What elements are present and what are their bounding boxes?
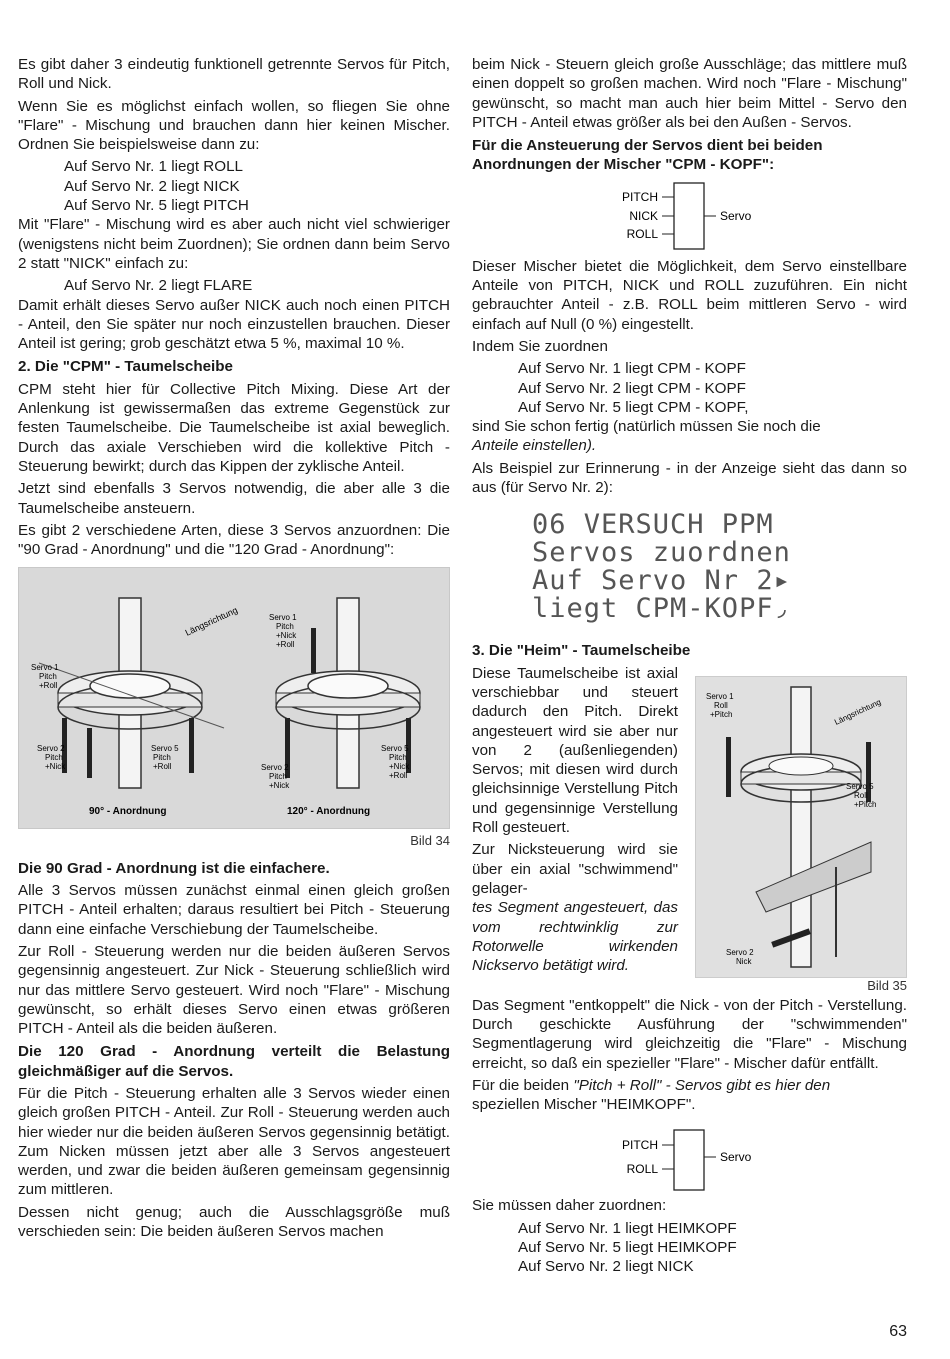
paragraph: Alle 3 Servos müssen zunächst einmal einen gleich großen PITCH - Anteil erhalten; daraus resultiert bei Pitch - Steuerung dann eine einfache Verschiebung der Taumelscheibe. [18,882,450,938]
assignment-line: Auf Servo Nr. 5 liegt HEIMKOPF [518,1239,737,1257]
lcd-line: Auf Servo Nr 2▸ [532,565,791,597]
assignment-line: Auf Servo Nr. 2 liegt NICK [64,177,240,195]
assignment-line: Auf Servo Nr. 2 liegt NICK [518,1258,694,1276]
mixer-input-label: ROLL [626,1162,658,1177]
paragraph [472,1076,907,1095]
fig-label: Nick [736,956,752,966]
paragraph: tes Segment angesteuert, das vom rechtwinklig zur Rotorwelle wirkenden Nickservo betätigt wird. [472,899,678,975]
fig-label: +Nick [45,762,66,772]
assignment-list [472,1219,907,1277]
paragraph: Wenn Sie es möglichst einfach wollen, so fliegen Sie ohne "Flare" - Mischung und brauchen dann hier keinen Mischer. Ordnen Sie beispielsweise dann zu: [18,97,450,154]
section-heading: 2. Die "CPM" - Taumelscheibe [18,358,233,376]
paragraph: sind Sie schon fertig (natürlich müssen Sie noch die [472,418,821,436]
figure-swashplate-arrangements [18,567,450,829]
assignment-line: Auf Servo Nr. 2 liegt CPM - KOPF [518,379,746,397]
paragraph: Damit erhält dieses Servo außer NICK auch noch einen PITCH - Anteil, den Sie später nur noch einzustellen brauchen. Dieser Anteil ist gering; grob geschätzt etwa 5 %, maximal 10 %. [18,296,450,353]
mixer-diagram-heim [472,1128,907,1192]
fig-label: Pitch [389,753,407,763]
laengsrichtung-label: Längsrichtung [833,697,883,727]
mixer-input-label: NICK [629,208,658,223]
assignment-line: Auf Servo Nr. 1 liegt CPM - KOPF [518,360,746,378]
fig-label: +Nick [276,631,297,641]
paragraph: Es gibt daher 3 eindeutig funktionell getrennte Servos für Pitch, Roll und Nick. [18,56,450,93]
lcd-line: liegt CPM-KOPF◞ [532,593,791,625]
mixer-output-label: Servo [720,1150,752,1165]
fig-sublabel: 90° - Anordnung [89,806,167,818]
text-span: "Pitch + Roll" - Servos gibt es hier den [573,1076,831,1094]
fig-label: Servo 2 [261,763,289,773]
paragraph: Diese Taumelscheibe ist axial verschiebbar und steuert dadurch den Pitch. Direkt angesteuert wird sie aber nur von 2 (außenliegenden) Servos; mit diesen wird durch gleichsinnige Verstellung Pitch und gegensinnige Verstellung Roll gesteuert. [472,664,678,837]
mixer-output-label: Servo [720,208,752,223]
assignment-line: Auf Servo Nr. 5 liegt PITCH [64,197,249,215]
page-number: 63 [889,1323,907,1340]
fig-label: +Nick [389,762,410,772]
section-heading: Für die Ansteuerung der Servos dient bei beiden Anordnungen der Mischer "CPM - KOPF": [472,137,823,174]
assignment-line: Auf Servo Nr. 2 liegt FLARE [64,277,253,295]
mixer-diagram-cpm [472,181,907,253]
paragraph: Das Segment "entkoppelt" die Nick - von der Pitch - Verstellung. Durch geschickte Ausführung der "schwimmenden" Segmentlagerung wird gleichzeitig die "Flare" - Mischung erreicht, so daß ein spezieller "Flare" - Mischer dafür entfällt. [472,996,907,1072]
laengsrichtung-label: Längsrichtung [183,605,240,639]
paragraph: Sie müssen daher zuordnen: [472,1197,667,1215]
assignment-line: Auf Servo Nr. 1 liegt HEIMKOPF [518,1219,737,1237]
figure-caption: Bild 34 [410,833,450,849]
left-column [18,55,450,1244]
paragraph: Dessen nicht genug; auch die Ausschlagsgröße muß verschieden sein: Die beiden äußeren Servos machen [18,1203,450,1241]
lcd-line: 06 VERSUCH PPM [532,509,774,541]
assignment-list [18,157,450,215]
heim-text [472,664,678,979]
paragraph: speziellen Mischer "HEIMKOPF". [472,1096,696,1114]
fig-label: Servo 1 [706,691,734,701]
paragraph: Zur Roll - Steuerung werden nur die beiden äußeren Servos gegensinnig angesteuert. Zur Nick - Steuerung schließlich wird nur das mittlere Servo gesteuert. Wird noch "Flare" - Mischung gewünscht, so erhält dieses Servo einen etwas größeren PITCH - Anteil als die beiden äußeren. [18,942,450,1038]
fig-sublabel: 120° - Anordnung [287,806,371,818]
fig-label: Servo 5 [846,781,874,791]
fig-label: Roll [854,790,868,800]
section-heading: 3. Die "Heim" - Taumelscheibe [472,642,691,660]
fig-label: Servo 2 [726,947,754,957]
figure-caption: Bild 35 [867,978,907,994]
swashplate-illustration [19,568,449,828]
assignment-line: Auf Servo Nr. 1 liegt ROLL [64,158,243,176]
right-column [472,55,907,1277]
paragraph: Es gibt 2 verschiedene Arten, diese 3 Servos anzuordnen: Die "90 Grad - Anordnung" und die "120 Grad - Anordnung": [18,521,450,559]
paragraph: CPM steht hier für Collective Pitch Mixing. Diese Art der Anlenkung ist gewissermaßen das extreme Gegenstück zur festen Taumelscheibe. Die Taumelscheibe ist axial beweglich. Durch das axiale Verschieben wird die kollektive Pitch - Steuerung bewirkt; durch das Kippen der zyklische Anteil. [18,380,450,475]
fig-label: Servo 5 [151,744,179,754]
paragraph: Jetzt sind ebenfalls 3 Servos notwendig, die aber alle 3 die Taumelscheibe ansteuern. [18,480,450,517]
assignment-list [472,359,907,417]
fig-label: Pitch [153,753,171,763]
fig-label: Pitch [39,672,57,682]
paragraph: Mit "Flare" - Mischung wird es aber auch nicht viel schwieriger (wenigstens nicht beim Zuordnen); Sie ordnen dann beim Servo 2 statt "NICK" einfach zu: [18,216,450,272]
fig-label: +Roll [389,771,408,781]
fig-label: Pitch [269,772,287,782]
paragraph: beim Nick - Steuern gleich große Ausschläge; das mittlere muß einen doppelt so großen machen. Wird noch "Flare - Mischung" gewünscht, so macht man auch hier beim Mittel - Servo den PITCH - Anteil etwas größer als bei den Außen - Servos. [472,56,907,131]
fig-label: +Nick [269,781,290,791]
fig-label: Servo 2 [37,744,65,754]
mixer-input-label: ROLL [626,226,658,241]
fig-label: Servo 5 [381,744,409,754]
fig-label: +Roll [153,762,172,772]
paragraph: Für die Pitch - Steuerung erhalten alle 3 Servos wieder einen gleich großen PITCH - Anteil. Zur Roll - Steuerung werden auch hier wieder nur die beiden äußeren Servos gegensinnig betätigt. Zum Nicken müssen jetzt aber alle 3 Servos angesteuert werden, und zwar die beiden äußeren gemeinsam gegensinnig zum mittleren. [18,1084,450,1199]
section-heading: Die 120 Grad - Anordnung verteilt die Belastung gleichmäßiger auf die Servos. [18,1043,450,1080]
paragraph: Anteile einstellen). [472,437,597,455]
fig-label: Pitch [276,622,294,632]
fig-label: +Pitch [854,799,877,809]
fig-label: Servo 1 [269,613,297,623]
figure-heim-swashplate [695,676,907,978]
fig-label: +Pitch [710,709,733,719]
assignment-line: Auf Servo Nr. 5 liegt CPM - KOPF, [518,398,749,416]
paragraph: Zur Nicksteuerung wird sie über ein axial "schwimmend" gelager- [472,841,678,897]
fig-label: +Roll [276,640,295,650]
paragraph: Dieser Mischer bietet die Möglichkeit, dem Servo einstellbare Anteile von PITCH, NICK und ROLL zuzuführen. Ein nicht gebrauchter Anteil - z.B. ROLL beim mittleren Servo - wird einfach auf Null (0 %) eingestellt. [472,257,907,333]
section-heading: Die 90 Grad - Anordnung ist die einfachere. [18,859,330,877]
paragraph: Indem Sie zuordnen [472,337,608,355]
fig-label: Servo 1 [31,663,59,673]
lcd-line: Servos zuordnen [532,537,791,569]
paragraph: Als Beispiel zur Erinnerung - in der Anzeige sieht das dann so aus (für Servo Nr. 2): [472,459,907,497]
mixer-input-label: PITCH [622,189,658,204]
fig-label: Roll [714,700,728,710]
heim-section [472,664,907,996]
lcd-display [532,511,907,623]
text-span: Für die beiden [472,1076,570,1094]
fig-label: +Roll [39,681,58,691]
fig-label: Pitch [45,753,63,763]
mixer-input-label: PITCH [622,1138,658,1153]
